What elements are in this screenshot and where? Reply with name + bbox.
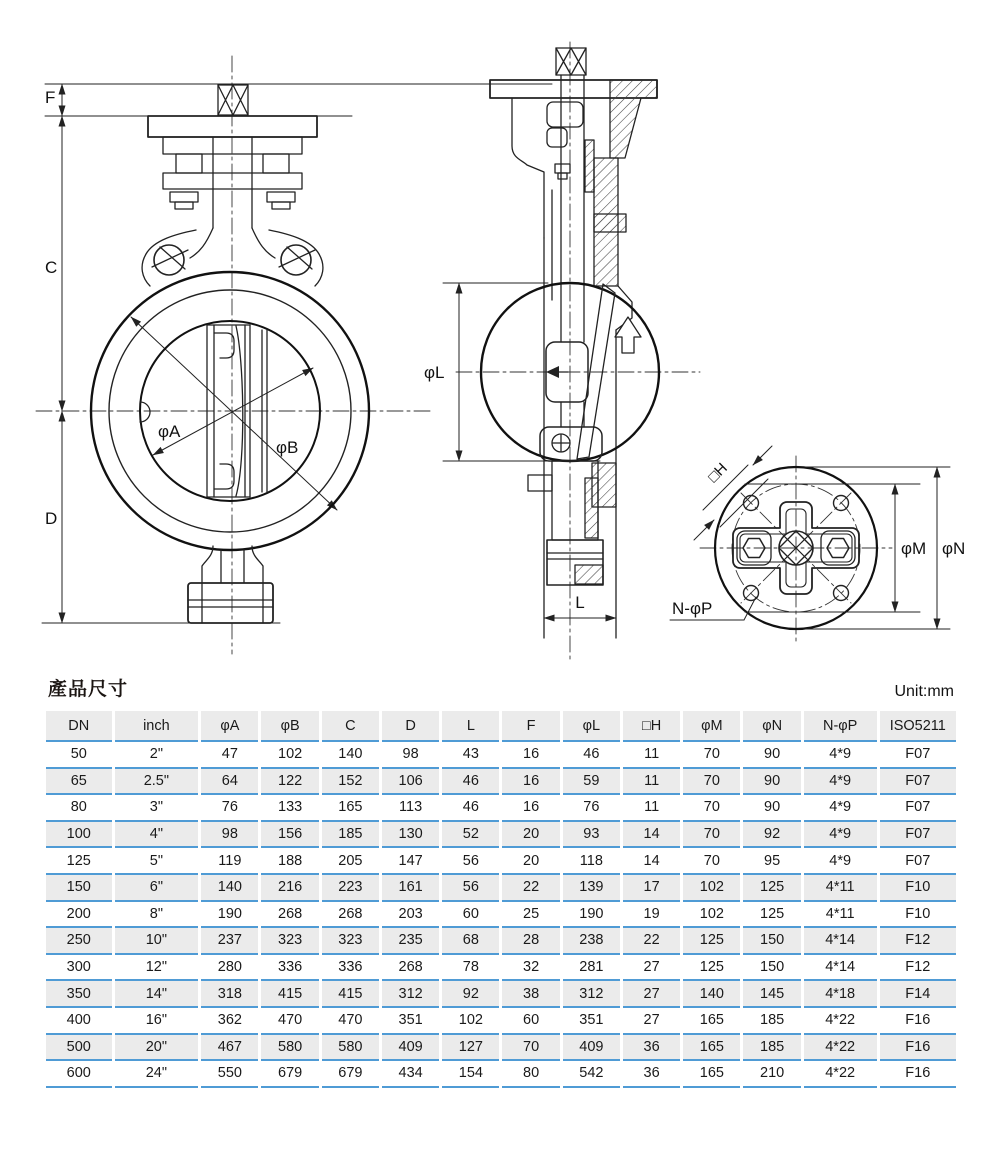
table-cell: 102: [260, 741, 320, 768]
table-cell: 125: [46, 847, 113, 874]
table-cell: 64: [200, 768, 260, 795]
table-cell: 130: [380, 821, 440, 848]
table-cell: F16: [878, 1034, 956, 1061]
table-cell: F07: [878, 794, 956, 821]
column-header: φM: [682, 711, 742, 741]
dim-label-c: C: [45, 258, 58, 277]
table-cell: 185: [742, 1034, 802, 1061]
table-cell: 4": [113, 821, 200, 848]
table-cell: 56: [441, 847, 501, 874]
dimension-table: [46, 711, 956, 1088]
table-cell: 268: [260, 901, 320, 928]
table-cell: 102: [441, 1007, 501, 1034]
table-cell: 550: [200, 1060, 260, 1087]
table-cell: 235: [380, 927, 440, 954]
table-cell: 140: [200, 874, 260, 901]
table-cell: 10": [113, 927, 200, 954]
table-cell: F16: [878, 1007, 956, 1034]
table-cell: 4*14: [802, 954, 878, 981]
table-row: [46, 847, 956, 874]
table-cell: 80: [46, 794, 113, 821]
table-cell: 36: [621, 1034, 681, 1061]
table-row: [46, 954, 956, 981]
table-cell: 60: [501, 1007, 561, 1034]
table-cell: 22: [621, 927, 681, 954]
table-cell: 16: [501, 741, 561, 768]
table-cell: 147: [380, 847, 440, 874]
table-cell: 150: [742, 954, 802, 981]
table-cell: F14: [878, 980, 956, 1007]
table-cell: F12: [878, 927, 956, 954]
column-header: φL: [561, 711, 621, 741]
stem-top: [218, 85, 248, 115]
table-header-row: [46, 711, 956, 741]
dim-label-l: L: [575, 593, 585, 612]
column-header: C: [320, 711, 380, 741]
table-cell: 76: [200, 794, 260, 821]
table-cell: 46: [561, 741, 621, 768]
table-cell: 93: [561, 821, 621, 848]
table-cell: 125: [742, 901, 802, 928]
table-cell: 679: [320, 1060, 380, 1087]
section-title: 產品尺寸: [48, 679, 129, 700]
table-cell: 216: [260, 874, 320, 901]
table-row: [46, 1007, 956, 1034]
table-cell: 154: [441, 1060, 501, 1087]
dim-label-phi-m: φM: [901, 539, 927, 558]
table-cell: 250: [46, 927, 113, 954]
table-cell: 90: [742, 768, 802, 795]
table-cell: 102: [682, 874, 742, 901]
column-header: φN: [742, 711, 802, 741]
table-cell: 210: [742, 1060, 802, 1087]
table-cell: 11: [621, 768, 681, 795]
table-cell: 600: [46, 1060, 113, 1087]
table-cell: 161: [380, 874, 440, 901]
table-row: [46, 794, 956, 821]
table-cell: 4*9: [802, 741, 878, 768]
table-header-bar: [48, 674, 954, 701]
unit-label: Unit:mm: [894, 683, 954, 700]
table-cell: 150: [742, 927, 802, 954]
table-cell: 65: [46, 768, 113, 795]
table-cell: 70: [682, 821, 742, 848]
table-cell: 4*18: [802, 980, 878, 1007]
table-cell: 415: [260, 980, 320, 1007]
table-cell: 542: [561, 1060, 621, 1087]
table-cell: 20: [501, 821, 561, 848]
table-cell: 113: [380, 794, 440, 821]
table-cell: 4*11: [802, 901, 878, 928]
table-cell: 102: [682, 901, 742, 928]
table-cell: 32: [501, 954, 561, 981]
table-cell: 70: [682, 847, 742, 874]
table-cell: 323: [320, 927, 380, 954]
table-cell: 76: [561, 794, 621, 821]
table-cell: 300: [46, 954, 113, 981]
table-cell: 140: [682, 980, 742, 1007]
table-cell: 679: [260, 1060, 320, 1087]
table-cell: 268: [320, 901, 380, 928]
table-cell: 98: [200, 821, 260, 848]
table-row: [46, 927, 956, 954]
table-cell: 223: [320, 874, 380, 901]
flow-direction-arrow: [615, 317, 641, 353]
column-header: inch: [113, 711, 200, 741]
table-cell: F07: [878, 768, 956, 795]
table-cell: F12: [878, 954, 956, 981]
table-cell: 11: [621, 741, 681, 768]
table-cell: 36: [621, 1060, 681, 1087]
table-cell: 4*9: [802, 821, 878, 848]
dim-label-f: F: [45, 88, 56, 107]
table-cell: 70: [682, 768, 742, 795]
column-header: L: [441, 711, 501, 741]
table-cell: 119: [200, 847, 260, 874]
column-header: N-φP: [802, 711, 878, 741]
table-cell: 27: [621, 980, 681, 1007]
table-cell: 43: [441, 741, 501, 768]
column-header: φB: [260, 711, 320, 741]
table-cell: 190: [200, 901, 260, 928]
table-cell: F10: [878, 874, 956, 901]
mounting-bracket: [148, 116, 317, 228]
table-cell: 122: [260, 768, 320, 795]
stem-top: [556, 48, 586, 75]
table-cell: 5": [113, 847, 200, 874]
table-cell: 127: [441, 1034, 501, 1061]
table-cell: 4*11: [802, 874, 878, 901]
table-cell: 8": [113, 901, 200, 928]
table-cell: 145: [742, 980, 802, 1007]
table-cell: 52: [441, 821, 501, 848]
table-cell: 92: [742, 821, 802, 848]
table-cell: 4*14: [802, 927, 878, 954]
table-cell: 500: [46, 1034, 113, 1061]
table-cell: 90: [742, 741, 802, 768]
table-cell: 16": [113, 1007, 200, 1034]
column-header: D: [380, 711, 440, 741]
table-cell: 400: [46, 1007, 113, 1034]
table-cell: 200: [46, 901, 113, 928]
table-cell: F07: [878, 741, 956, 768]
table-cell: 150: [46, 874, 113, 901]
dim-label-n-phi-p: N-φP: [672, 599, 713, 618]
table-cell: 238: [561, 927, 621, 954]
table-cell: 152: [320, 768, 380, 795]
table-cell: 60: [441, 901, 501, 928]
table-cell: 14": [113, 980, 200, 1007]
table-cell: 118: [561, 847, 621, 874]
table-cell: 280: [200, 954, 260, 981]
table-cell: 415: [320, 980, 380, 1007]
front-view: [36, 56, 552, 654]
table-cell: 185: [320, 821, 380, 848]
table-cell: 106: [380, 768, 440, 795]
table-cell: 22: [501, 874, 561, 901]
dim-label-d: D: [45, 509, 58, 528]
table-cell: 165: [682, 1034, 742, 1061]
table-cell: 203: [380, 901, 440, 928]
table-cell: 125: [682, 954, 742, 981]
lugs: [142, 228, 323, 286]
table-cell: 47: [200, 741, 260, 768]
table-cell: 27: [621, 1007, 681, 1034]
table-cell: 6": [113, 874, 200, 901]
table-cell: 4*22: [802, 1007, 878, 1034]
dim-label-phi-l: φL: [424, 363, 445, 382]
table-cell: 11: [621, 794, 681, 821]
table-cell: 46: [441, 794, 501, 821]
table-cell: 28: [501, 927, 561, 954]
table-cell: 20": [113, 1034, 200, 1061]
table-cell: 68: [441, 927, 501, 954]
table-cell: 4*9: [802, 768, 878, 795]
table-cell: 351: [561, 1007, 621, 1034]
actuator-flange-view: [670, 446, 965, 644]
table-cell: 4*22: [802, 1060, 878, 1087]
table-cell: 4*9: [802, 847, 878, 874]
table-cell: 46: [441, 768, 501, 795]
table-cell: 100: [46, 821, 113, 848]
table-cell: 156: [260, 821, 320, 848]
dim-label-square-h: □H: [704, 459, 731, 486]
table-cell: 580: [260, 1034, 320, 1061]
table-row: [46, 768, 956, 795]
section-view: [424, 42, 700, 660]
table-cell: 470: [260, 1007, 320, 1034]
table-cell: 467: [200, 1034, 260, 1061]
table-cell: 16: [501, 794, 561, 821]
table-cell: 50: [46, 741, 113, 768]
table-cell: 362: [200, 1007, 260, 1034]
table-cell: 59: [561, 768, 621, 795]
table-cell: 580: [320, 1034, 380, 1061]
table-cell: 165: [682, 1060, 742, 1087]
table-cell: 95: [742, 847, 802, 874]
table-cell: 185: [742, 1007, 802, 1034]
table-cell: 24": [113, 1060, 200, 1087]
dim-label-phi-n: φN: [942, 539, 966, 558]
dimension-lines: [42, 84, 552, 623]
table-cell: 92: [441, 980, 501, 1007]
table-cell: 78: [441, 954, 501, 981]
table-cell: 14: [621, 821, 681, 848]
table-cell: 312: [561, 980, 621, 1007]
table-cell: 409: [380, 1034, 440, 1061]
table-cell: 268: [380, 954, 440, 981]
table-cell: 139: [561, 874, 621, 901]
table-cell: 70: [682, 794, 742, 821]
table-cell: 90: [742, 794, 802, 821]
table-row: [46, 901, 956, 928]
table-cell: 409: [561, 1034, 621, 1061]
table-cell: 4*9: [802, 794, 878, 821]
table-cell: 70: [501, 1034, 561, 1061]
table-cell: 470: [320, 1007, 380, 1034]
table-cell: 14: [621, 847, 681, 874]
table-cell: F10: [878, 901, 956, 928]
table-row: [46, 874, 956, 901]
table-cell: 38: [501, 980, 561, 1007]
table-row: [46, 980, 956, 1007]
table-row: [46, 1060, 956, 1087]
table-cell: 17: [621, 874, 681, 901]
table-cell: 336: [260, 954, 320, 981]
table-row: [46, 741, 956, 768]
table-cell: 98: [380, 741, 440, 768]
table-cell: 56: [441, 874, 501, 901]
table-cell: 12": [113, 954, 200, 981]
table-row: [46, 821, 956, 848]
table-cell: 4*22: [802, 1034, 878, 1061]
table-cell: 237: [200, 927, 260, 954]
column-header: □H: [621, 711, 681, 741]
center-pointer-arrow: [546, 366, 568, 378]
bottom-shaft-cover: [188, 546, 273, 623]
centerlines: [36, 56, 432, 654]
table-cell: F07: [878, 821, 956, 848]
dim-label-phi-a: φA: [158, 422, 181, 441]
table-cell: 323: [260, 927, 320, 954]
table-cell: 20: [501, 847, 561, 874]
table-cell: 165: [320, 794, 380, 821]
table-cell: 27: [621, 954, 681, 981]
table-cell: F16: [878, 1060, 956, 1087]
table-cell: 351: [380, 1007, 440, 1034]
table-cell: 80: [501, 1060, 561, 1087]
table-cell: 2.5": [113, 768, 200, 795]
dimension-section: [46, 674, 956, 1088]
table-cell: 434: [380, 1060, 440, 1087]
table-cell: 336: [320, 954, 380, 981]
column-header: DN: [46, 711, 113, 741]
table-cell: 188: [260, 847, 320, 874]
table-cell: 125: [682, 927, 742, 954]
dimension-table-body: [46, 741, 956, 1087]
table-cell: 318: [200, 980, 260, 1007]
table-cell: 350: [46, 980, 113, 1007]
table-cell: 3": [113, 794, 200, 821]
table-cell: 2": [113, 741, 200, 768]
table-cell: 190: [561, 901, 621, 928]
column-header: F: [501, 711, 561, 741]
table-cell: 165: [682, 1007, 742, 1034]
table-cell: 25: [501, 901, 561, 928]
table-cell: 205: [320, 847, 380, 874]
table-cell: 140: [320, 741, 380, 768]
table-cell: 70: [682, 741, 742, 768]
table-cell: 125: [742, 874, 802, 901]
table-cell: 16: [501, 768, 561, 795]
dim-label-phi-b: φB: [276, 438, 299, 457]
table-row: [46, 1034, 956, 1061]
table-cell: 133: [260, 794, 320, 821]
table-cell: 312: [380, 980, 440, 1007]
table-cell: F07: [878, 847, 956, 874]
column-header: φA: [200, 711, 260, 741]
table-cell: 281: [561, 954, 621, 981]
table-cell: 19: [621, 901, 681, 928]
column-header: ISO5211: [878, 711, 956, 741]
